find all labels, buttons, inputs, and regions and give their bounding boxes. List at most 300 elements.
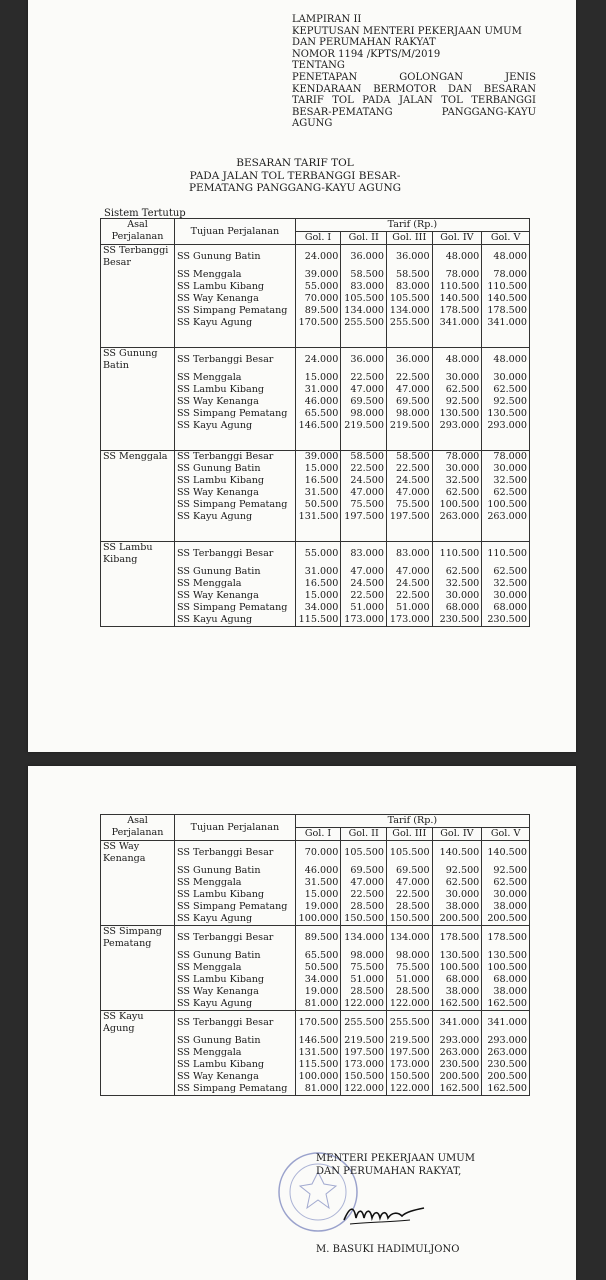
destination-cell: SS Way Kenanga (175, 396, 296, 408)
header-line: LAMPIRAN II (292, 14, 362, 25)
class-header: Gol. IV (432, 828, 482, 841)
tariff-cell: 178.500 (482, 926, 530, 951)
tariff-cell: 36.000 (341, 348, 387, 373)
header-line: DAN PERUMAHAN RAKYAT (292, 37, 436, 49)
tariff-cell: 16.500 (295, 475, 341, 487)
tariff-cell: 341.000 (482, 317, 530, 329)
destination-cell: SS Menggala (175, 269, 296, 281)
system-label: Sistem Tertutup (104, 208, 186, 219)
tariff-cell: 100.500 (432, 499, 482, 511)
tariff-cell: 134.000 (386, 305, 432, 317)
destination-cell: SS Gunung Batin (175, 950, 296, 962)
tariff-cell: 68.000 (482, 602, 530, 614)
tariff-cell: 140.500 (482, 293, 530, 305)
signer-name: M. BASUKI HADIMULJONO (316, 1244, 460, 1255)
tariff-cell: 47.000 (341, 487, 387, 499)
destination-cell: SS Gunung Batin (175, 1035, 296, 1047)
tariff-cell: 24.000 (295, 348, 341, 373)
tariff-cell: 83.000 (341, 542, 387, 567)
destination-cell: SS Way Kenanga (175, 1071, 296, 1083)
table-row (101, 475, 530, 487)
tariff-cell: 83.000 (386, 281, 432, 293)
tariff-cell: 22.500 (386, 889, 432, 901)
tariff-cell: 81.000 (295, 998, 341, 1011)
tariff-cell: 162.500 (482, 998, 530, 1011)
tariff-cell: 32.500 (482, 475, 530, 487)
tariff-cell: 22.500 (386, 590, 432, 602)
tariff-cell: 24.500 (341, 475, 387, 487)
title-line: PEMATANG PANGGANG-KAYU AGUNG (188, 182, 402, 194)
tariff-cell: 62.500 (482, 877, 530, 889)
tariff-cell: 173.000 (341, 1059, 387, 1071)
tariff-cell: 92.500 (432, 396, 482, 408)
destination-cell: SS Simpang Pematang (175, 602, 296, 614)
table-row (101, 245, 530, 270)
tariff-cell: 150.500 (386, 1071, 432, 1083)
tariff-cell: 68.000 (482, 974, 530, 986)
destination-cell: SS Simpang Pematang (175, 305, 296, 317)
tariff-cell: 24.500 (341, 578, 387, 590)
tariff-cell: 78.000 (432, 451, 482, 464)
tariff-cell: 30.000 (482, 463, 530, 475)
tariff-cell: 341.000 (432, 1011, 482, 1036)
destination-cell: SS Kayu Agung (175, 317, 296, 329)
tariff-cell: 200.500 (482, 1071, 530, 1083)
title-line: BESARAN TARIF TOL (236, 157, 354, 169)
table-row (101, 590, 530, 602)
tariff-cell: 36.000 (386, 348, 432, 373)
table-row (101, 1071, 530, 1083)
tariff-cell: 263.000 (432, 511, 482, 523)
tariff-cell: 39.000 (295, 269, 341, 281)
tariff-cell: 50.500 (295, 499, 341, 511)
origin-cell (101, 962, 175, 974)
table-row (101, 1083, 530, 1096)
origin-cell (101, 889, 175, 901)
origin-cell (101, 396, 175, 408)
tariff-cell: 15.000 (295, 889, 341, 901)
origin-cell: SS Kayu Agung (101, 1011, 175, 1036)
destination-cell: SS Way Kenanga (175, 293, 296, 305)
tariff-cell: 47.000 (386, 487, 432, 499)
table-row (101, 986, 530, 998)
tariff-cell: 22.500 (341, 590, 387, 602)
tariff-cell: 19.000 (295, 986, 341, 998)
origin-cell (101, 475, 175, 487)
class-header: Gol. V (482, 828, 530, 841)
destination-cell: SS Lambu Kibang (175, 974, 296, 986)
tariff-cell: 130.500 (432, 950, 482, 962)
destination-cell: SS Terbanggi Besar (175, 926, 296, 951)
table-row (101, 1059, 530, 1071)
tariff-cell: 62.500 (432, 566, 482, 578)
origin-cell (101, 998, 175, 1011)
origin-cell (101, 463, 175, 475)
tariff-cell: 31.500 (295, 487, 341, 499)
tariff-cell: 38.000 (432, 986, 482, 998)
tariff-cell: 58.500 (386, 269, 432, 281)
tariff-cell: 105.500 (341, 841, 387, 866)
tariff-cell: 100.500 (482, 962, 530, 974)
destination-cell: SS Menggala (175, 877, 296, 889)
tariff-cell: 134.000 (341, 926, 387, 951)
table-row (101, 913, 530, 926)
tariff-cell: 255.500 (341, 317, 387, 329)
destination-cell: SS Kayu Agung (175, 913, 296, 926)
table-row (101, 487, 530, 499)
tariff-cell: 83.000 (341, 281, 387, 293)
header-line: KENDARAAN BERMOTOR DAN BESARAN (292, 83, 536, 95)
tariff-cell: 32.500 (432, 578, 482, 590)
origin-cell (101, 901, 175, 913)
tariff-cell: 162.500 (432, 998, 482, 1011)
tariff-cell: 62.500 (432, 487, 482, 499)
title-line: PADA JALAN TOL TERBANGGI BESAR- (189, 169, 401, 182)
origin-cell (101, 913, 175, 926)
tariff-cell: 263.000 (482, 1047, 530, 1059)
origin-cell (101, 602, 175, 614)
tariff-cell: 46.000 (295, 865, 341, 877)
destination-cell: SS Menggala (175, 962, 296, 974)
tariff-cell: 28.500 (386, 986, 432, 998)
tarif-header: Tarif (Rp.) (295, 815, 529, 828)
class-header: Gol. IV (432, 232, 482, 245)
tariff-cell: 197.500 (386, 511, 432, 523)
tariff-cell: 36.000 (341, 245, 387, 270)
tariff-cell: 68.000 (432, 602, 482, 614)
destination-cell: SS Lambu Kibang (175, 889, 296, 901)
tariff-cell: 48.000 (482, 245, 530, 270)
tariff-cell: 75.500 (386, 962, 432, 974)
tariff-cell: 98.000 (341, 950, 387, 962)
table-row (101, 578, 530, 590)
tariff-cell: 47.000 (341, 384, 387, 396)
origin-cell (101, 986, 175, 998)
tariff-cell: 36.000 (386, 245, 432, 270)
table-row (101, 348, 530, 373)
destination-cell: SS Lambu Kibang (175, 1059, 296, 1071)
destination-cell: SS Simpang Pematang (175, 901, 296, 913)
destination-cell: SS Terbanggi Besar (175, 348, 296, 373)
tariff-cell: 98.000 (386, 408, 432, 420)
tariff-cell: 34.000 (295, 602, 341, 614)
tariff-cell: 58.500 (341, 269, 387, 281)
tariff-cell: 178.500 (432, 926, 482, 951)
tariff-cell: 197.500 (341, 1047, 387, 1059)
tariff-cell: 70.000 (295, 841, 341, 866)
tariff-cell: 134.000 (341, 305, 387, 317)
origin-cell (101, 1071, 175, 1083)
tariff-cell: 173.000 (341, 614, 387, 627)
tariff-cell: 51.000 (341, 974, 387, 986)
destination-cell: SS Terbanggi Besar (175, 542, 296, 567)
tariff-cell: 89.500 (295, 305, 341, 317)
tariff-cell: 293.000 (482, 420, 530, 432)
tariff-cell: 150.500 (341, 1071, 387, 1083)
header-line: PENETAPAN GOLONGAN JENIS (292, 71, 536, 83)
tariff-cell: 219.500 (341, 1035, 387, 1047)
tariff-cell: 32.500 (432, 475, 482, 487)
tariff-cell: 122.000 (386, 1083, 432, 1096)
destination-cell: SS Menggala (175, 1047, 296, 1059)
tariff-cell: 263.000 (482, 511, 530, 523)
tariff-cell: 32.500 (482, 578, 530, 590)
tariff-cell: 47.000 (386, 566, 432, 578)
tariff-cell: 38.000 (482, 901, 530, 913)
signer-title: MENTERI PEKERJAAN UMUM (316, 1153, 475, 1164)
tariff-cell: 22.500 (386, 372, 432, 384)
tariff-cell: 78.000 (482, 269, 530, 281)
tariff-cell: 15.000 (295, 590, 341, 602)
header-line: BESAR-PEMATANG PANGGANG-KAYU (292, 106, 536, 118)
table-row (101, 566, 530, 578)
tariff-cell: 230.500 (432, 614, 482, 627)
table-row (101, 499, 530, 511)
tariff-cell: 46.000 (295, 396, 341, 408)
origin-cell (101, 281, 175, 293)
origin-cell (101, 420, 175, 432)
tariff-cell: 255.500 (341, 1011, 387, 1036)
table-row (101, 841, 530, 866)
tariff-table-page-2 (100, 814, 530, 1096)
origin-cell: SS Gunung Batin (101, 348, 175, 373)
tariff-cell: 170.500 (295, 317, 341, 329)
tariff-cell: 197.500 (341, 511, 387, 523)
class-header: Gol. I (295, 828, 341, 841)
table-row (101, 901, 530, 913)
destination-cell: SS Gunung Batin (175, 245, 296, 270)
destination-cell: SS Gunung Batin (175, 865, 296, 877)
destination-cell: SS Lambu Kibang (175, 281, 296, 293)
tariff-cell: 62.500 (482, 487, 530, 499)
tariff-cell: 178.500 (432, 305, 482, 317)
tariff-cell: 100.000 (295, 1071, 341, 1083)
tariff-cell: 293.000 (482, 1035, 530, 1047)
origin-cell (101, 293, 175, 305)
table-row (101, 511, 530, 523)
tariff-cell: 31.000 (295, 566, 341, 578)
tariff-cell: 293.000 (432, 1035, 482, 1047)
tariff-cell: 150.500 (386, 913, 432, 926)
tariff-cell: 15.000 (295, 463, 341, 475)
origin-cell (101, 511, 175, 523)
tariff-cell: 28.500 (386, 901, 432, 913)
table-row (101, 865, 530, 877)
tariff-cell: 69.500 (386, 865, 432, 877)
tariff-cell: 341.000 (432, 317, 482, 329)
group-spacer (101, 523, 530, 542)
tariff-cell: 131.500 (295, 1047, 341, 1059)
destination-cell: SS Terbanggi Besar (175, 1011, 296, 1036)
tariff-cell: 200.500 (482, 913, 530, 926)
tariff-cell: 81.000 (295, 1083, 341, 1096)
destination-cell: SS Terbanggi Besar (175, 451, 296, 464)
header-line: TARIF TOL PADA JALAN TOL TERBANGGI (292, 95, 536, 107)
tariff-cell: 173.000 (386, 1059, 432, 1071)
tariff-cell: 219.500 (386, 420, 432, 432)
header-line: KEPUTUSAN MENTERI PEKERJAAN UMUM (292, 25, 522, 37)
tariff-cell: 24.500 (386, 578, 432, 590)
destination-cell: SS Gunung Batin (175, 566, 296, 578)
signer-title: DAN PERUMAHAN RAKYAT, (316, 1166, 462, 1177)
class-header: Gol. III (386, 828, 432, 841)
tariff-cell: 200.500 (432, 1071, 482, 1083)
origin-cell (101, 317, 175, 329)
destination-cell: SS Way Kenanga (175, 487, 296, 499)
tariff-cell: 65.500 (295, 950, 341, 962)
tariff-cell: 110.500 (432, 542, 482, 567)
tarif-header: Tarif (Rp.) (295, 219, 529, 232)
tariff-cell: 200.500 (432, 913, 482, 926)
origin-cell (101, 865, 175, 877)
origin-cell: SS Simpang Pematang (101, 926, 175, 951)
tariff-cell: 30.000 (432, 372, 482, 384)
origin-cell (101, 1035, 175, 1047)
origin-header: Asal Perjalanan (101, 219, 175, 245)
origin-cell (101, 974, 175, 986)
table-row (101, 420, 530, 432)
destination-cell: SS Kayu Agung (175, 614, 296, 627)
table-row (101, 950, 530, 962)
tariff-cell: 38.000 (482, 986, 530, 998)
document-title (150, 157, 440, 195)
tariff-cell: 100.500 (432, 962, 482, 974)
tariff-cell: 62.500 (432, 877, 482, 889)
tariff-cell: 255.500 (386, 317, 432, 329)
header-line: AGUNG (292, 118, 333, 130)
destination-cell: SS Way Kenanga (175, 986, 296, 998)
origin-cell (101, 877, 175, 889)
table-row (101, 926, 530, 951)
tariff-cell: 197.500 (386, 1047, 432, 1059)
tariff-cell: 230.500 (482, 1059, 530, 1071)
tariff-cell: 30.000 (482, 889, 530, 901)
tariff-cell: 24.000 (295, 245, 341, 270)
tariff-cell: 19.000 (295, 901, 341, 913)
tariff-cell: 100.000 (295, 913, 341, 926)
tariff-cell: 115.500 (295, 1059, 341, 1071)
tariff-cell: 47.000 (386, 384, 432, 396)
tariff-cell: 173.000 (386, 614, 432, 627)
origin-cell (101, 487, 175, 499)
tariff-cell: 48.000 (482, 348, 530, 373)
tariff-cell: 92.500 (482, 396, 530, 408)
tariff-cell: 38.000 (432, 901, 482, 913)
origin-cell (101, 950, 175, 962)
tariff-cell: 47.000 (341, 566, 387, 578)
tariff-cell: 28.500 (341, 986, 387, 998)
tariff-cell: 115.500 (295, 614, 341, 627)
origin-cell (101, 590, 175, 602)
tariff-cell: 140.500 (432, 293, 482, 305)
origin-cell (101, 1047, 175, 1059)
table-body (101, 841, 530, 1096)
table-row (101, 889, 530, 901)
tariff-cell: 50.500 (295, 962, 341, 974)
tariff-cell: 69.500 (386, 396, 432, 408)
handwritten-signature-icon (340, 1200, 430, 1228)
destination-cell: SS Kayu Agung (175, 998, 296, 1011)
origin-cell (101, 269, 175, 281)
origin-cell (101, 614, 175, 627)
table-row (101, 372, 530, 384)
tariff-cell: 75.500 (341, 962, 387, 974)
table-row (101, 269, 530, 281)
destination-cell: SS Gunung Batin (175, 463, 296, 475)
table-row (101, 602, 530, 614)
origin-cell (101, 499, 175, 511)
tariff-cell: 51.000 (386, 602, 432, 614)
destination-cell: SS Simpang Pematang (175, 1083, 296, 1096)
tariff-cell: 22.500 (386, 463, 432, 475)
origin-cell (101, 305, 175, 317)
tariff-cell: 51.000 (386, 974, 432, 986)
tariff-cell: 62.500 (482, 566, 530, 578)
origin-cell (101, 372, 175, 384)
tariff-cell: 130.500 (482, 950, 530, 962)
tariff-cell: 89.500 (295, 926, 341, 951)
destination-header: Tujuan Perjalanan (175, 219, 296, 245)
tariff-cell: 16.500 (295, 578, 341, 590)
tariff-cell: 75.500 (386, 499, 432, 511)
destination-cell: SS Simpang Pematang (175, 408, 296, 420)
tariff-cell: 69.500 (341, 396, 387, 408)
table-row (101, 998, 530, 1011)
tariff-cell: 105.500 (341, 293, 387, 305)
tariff-cell: 100.500 (482, 499, 530, 511)
tariff-cell: 92.500 (482, 865, 530, 877)
origin-cell (101, 578, 175, 590)
tariff-cell: 219.500 (386, 1035, 432, 1047)
origin-cell (101, 566, 175, 578)
tariff-cell: 34.000 (295, 974, 341, 986)
class-header: Gol. III (386, 232, 432, 245)
tariff-cell: 178.500 (482, 305, 530, 317)
tariff-cell: 68.000 (432, 974, 482, 986)
group-spacer (101, 329, 530, 348)
tariff-cell: 255.500 (386, 1011, 432, 1036)
tariff-cell: 92.500 (432, 865, 482, 877)
tariff-cell: 105.500 (386, 293, 432, 305)
destination-cell: SS Kayu Agung (175, 420, 296, 432)
table-row (101, 542, 530, 567)
tariff-cell: 75.500 (341, 499, 387, 511)
destination-cell: SS Menggala (175, 578, 296, 590)
tariff-cell: 58.500 (341, 451, 387, 464)
tariff-cell: 83.000 (386, 542, 432, 567)
tariff-cell: 146.500 (295, 420, 341, 432)
tariff-cell: 230.500 (432, 1059, 482, 1071)
table-row (101, 1011, 530, 1036)
tariff-cell: 65.500 (295, 408, 341, 420)
tariff-cell: 341.000 (482, 1011, 530, 1036)
origin-cell: SS Terbanggi Besar (101, 245, 175, 270)
tariff-cell: 22.500 (341, 463, 387, 475)
tariff-cell: 30.000 (432, 463, 482, 475)
tariff-cell: 105.500 (386, 841, 432, 866)
origin-cell: SS Way Kenanga (101, 841, 175, 866)
tariff-cell: 30.000 (482, 372, 530, 384)
tariff-cell: 162.500 (432, 1083, 482, 1096)
table-row (101, 974, 530, 986)
tariff-cell: 162.500 (482, 1083, 530, 1096)
table-row (101, 317, 530, 329)
origin-cell (101, 1059, 175, 1071)
table-row (101, 962, 530, 974)
tariff-cell: 110.500 (482, 281, 530, 293)
destination-cell: SS Lambu Kibang (175, 384, 296, 396)
table-row (101, 1035, 530, 1047)
